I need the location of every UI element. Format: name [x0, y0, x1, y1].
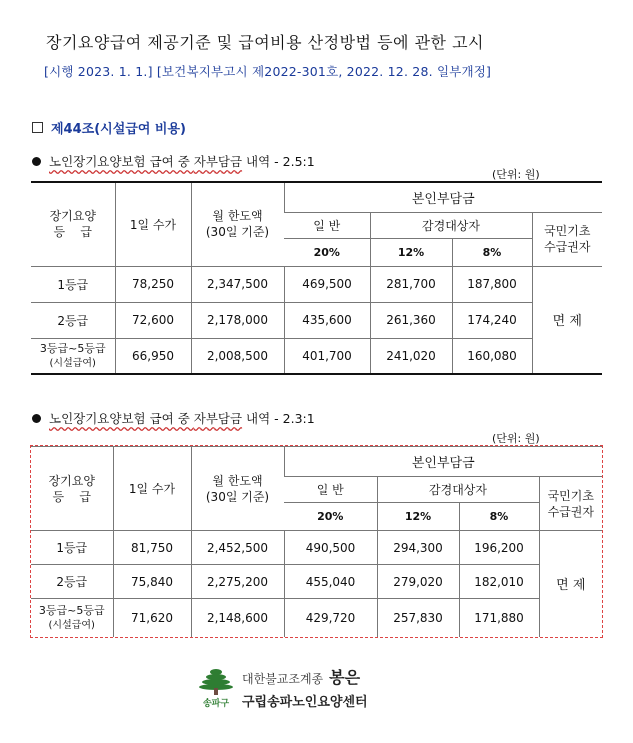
- cell-exempt: 면 제: [532, 266, 602, 374]
- header-basic: 국민기초 수급권자: [539, 477, 602, 531]
- table1-unit: (단위: 원): [492, 168, 540, 181]
- cell-grade: 3등급~5등급 (시설급여): [31, 599, 113, 637]
- bullet-icon: [32, 157, 41, 166]
- cell-r8: 196,200: [459, 531, 539, 565]
- header-pct20: 20%: [284, 238, 370, 266]
- cell-monthly: 2,008,500: [191, 338, 284, 374]
- cell-g20: 435,600: [284, 302, 370, 338]
- table2-heading: [32, 409, 315, 427]
- cell-monthly: 2,347,500: [191, 266, 284, 302]
- cell-r8: 171,880: [459, 599, 539, 637]
- cell-grade: 1등급: [31, 531, 113, 565]
- footer-logo: [198, 665, 368, 710]
- cell-r12: 279,020: [377, 565, 459, 599]
- cell-monthly: 2,452,500: [191, 531, 284, 565]
- header-monthly: 월 한도액 (30일 기준): [191, 182, 284, 266]
- header-self-pay: 본인부담금: [284, 182, 602, 212]
- cell-daily: 81,750: [113, 531, 191, 565]
- header-monthly: 월 한도액 (30일 기준): [191, 447, 284, 531]
- table2-heading-mid: 자부담금: [193, 411, 243, 426]
- tree-logo: [198, 666, 234, 709]
- cell-r8: 187,800: [452, 266, 532, 302]
- section-heading: [32, 118, 186, 137]
- cell-grade: 3등급~5등급 (시설급여): [31, 338, 115, 374]
- checkbox-icon: [32, 122, 43, 133]
- cell-g20: 401,700: [284, 338, 370, 374]
- document-subtitle: [시행 2023. 1. 1.] [보건복지부고시 제2022-301호, 2022. 12. 28. 일부개정]: [44, 64, 492, 79]
- logo-caption: 송파구: [202, 699, 230, 709]
- cell-g20: 490,500: [284, 531, 377, 565]
- bullet-icon: [32, 414, 41, 423]
- header-self-pay: 본인부담금: [284, 447, 602, 477]
- cell-r12: 261,360: [370, 302, 452, 338]
- cell-r8: 174,240: [452, 302, 532, 338]
- table-row: [31, 531, 602, 565]
- org-line1: 대한불교조계종 봉은: [242, 668, 361, 687]
- header-pct12: 12%: [377, 503, 459, 531]
- cell-g20: 429,720: [284, 599, 377, 637]
- cell-exempt: 면 제: [539, 531, 602, 637]
- cell-r8: 182,010: [459, 565, 539, 599]
- document-title: 장기요양급여 제공기준 및 급여비용 산정방법 등에 관한 고시: [46, 33, 485, 52]
- table-row: [31, 599, 602, 637]
- table1-heading-pre: 노인장기요양보험 급여 중: [49, 154, 194, 169]
- org-name: 봉은: [329, 668, 361, 687]
- table2-heading-post: 내역 - 2.3:1: [242, 411, 315, 426]
- cell-monthly: 2,178,000: [191, 302, 284, 338]
- cell-grade: 1등급: [31, 266, 115, 302]
- header-pct8: 8%: [452, 238, 532, 266]
- org-line2: 구립송파노인요양센터: [242, 695, 368, 710]
- table2: [31, 446, 602, 637]
- cell-daily: 75,840: [113, 565, 191, 599]
- header-daily: 1일 수가: [115, 182, 191, 266]
- table1-heading-mid: 자부담금: [193, 154, 243, 169]
- table-row: [31, 338, 602, 374]
- cell-r8: 160,080: [452, 338, 532, 374]
- table1-heading-post: 내역 - 2.5:1: [242, 154, 315, 169]
- header-pct20: 20%: [284, 503, 377, 531]
- cell-g20: 469,500: [284, 266, 370, 302]
- table1: [31, 181, 602, 375]
- cell-g20: 455,040: [284, 565, 377, 599]
- cell-grade: 2등급: [31, 302, 115, 338]
- cell-r12: 257,830: [377, 599, 459, 637]
- table2-unit: (단위: 원): [492, 432, 540, 445]
- table-row: [31, 565, 602, 599]
- header-reduced: 감경대상자: [370, 212, 532, 238]
- cell-monthly: 2,148,600: [191, 599, 284, 637]
- cell-daily: 72,600: [115, 302, 191, 338]
- header-basic: 국민기초 수급권자: [532, 212, 602, 266]
- cell-daily: 78,250: [115, 266, 191, 302]
- header-pct12: 12%: [370, 238, 452, 266]
- header-grade: 장기요양 등 급: [31, 182, 115, 266]
- header-pct8: 8%: [459, 503, 539, 531]
- cell-r12: 241,020: [370, 338, 452, 374]
- table1-heading: [32, 152, 315, 170]
- header-reduced: 감경대상자: [377, 477, 539, 503]
- header-grade: 장기요양 등 급: [31, 447, 113, 531]
- header-general: 일 반: [284, 477, 377, 503]
- section-label: 제44조(시설급여 비용): [51, 122, 186, 137]
- header-general: 일 반: [284, 212, 370, 238]
- cell-r12: 281,700: [370, 266, 452, 302]
- cell-r12: 294,300: [377, 531, 459, 565]
- cell-daily: 66,950: [115, 338, 191, 374]
- table-row: [31, 266, 602, 302]
- tree-logo-icon: [198, 666, 234, 696]
- table-row: [31, 302, 602, 338]
- table2-heading-pre: 노인장기요양보험 급여 중: [49, 411, 194, 426]
- header-daily: 1일 수가: [113, 447, 191, 531]
- cell-monthly: 2,275,200: [191, 565, 284, 599]
- cell-daily: 71,620: [113, 599, 191, 637]
- cell-grade: 2등급: [31, 565, 113, 599]
